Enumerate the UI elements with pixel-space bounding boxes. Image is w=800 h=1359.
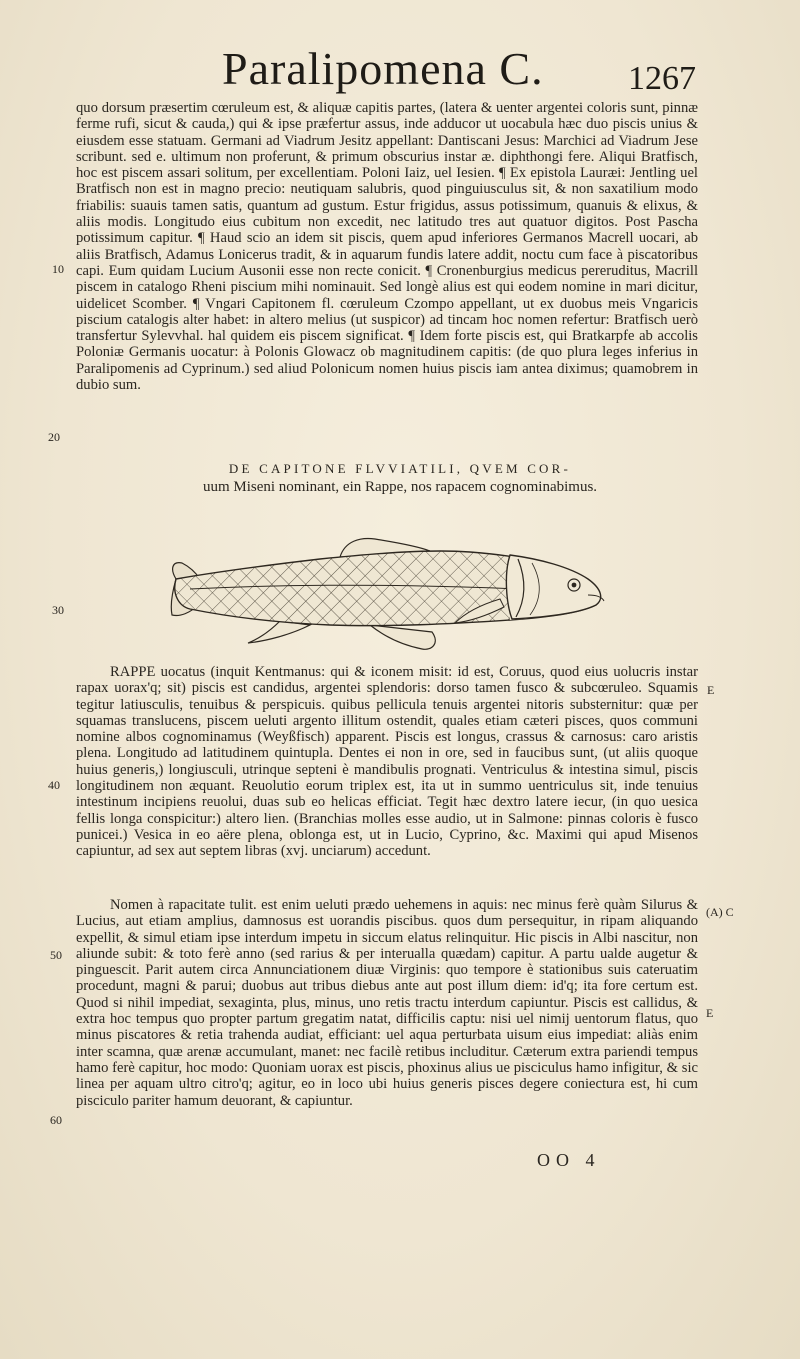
line-number-40: 40	[48, 778, 60, 792]
page-number: 1267	[628, 60, 696, 97]
line-number-50: 50	[50, 948, 62, 962]
paragraph-1: quo dorsum præsertim cœruleum est, & aliquæ capitis partes, (latera & uenter argentei coloris sunt, pinnæ ferme rufi, sicut & cauda,) qui & ipse præfertur assus, inde adducor ut uocabula hæc duo piscis unius & eiusdem esse statuam. Germani ad Viadrum Jesitz appellant: Dantiscani Jesus: Marchici ad Viadrum Jese scribunt. sed e. ultimum non proferunt, & primum obscurius instar æ. diphthongi fere. Aliqui Bratfisch, hoc est piscem assari solitum, per excellentiam. Poloni Iaiz, uel Iesien. ¶ Ex epistola Lauræi: Jentling uel Bratfisch non est in magno precio: neutiquam salubris, quod pinguiusculus sit, & non saxatilium modo friabilis: suauis tamen satis, quantum ad gustum. Estur frigidus, assus potissimum, quanuis & elixus, & aliis modis. Longitudo eius cubitum non excedit, nec latitudo tres aut quatuor digitos. Post Pascha potissimum capitur. ¶ Haud scio an idem sit piscis, quem apud inferiores Germanos Macrell uocari, ab aliis Bratfisch, Adamus Lonicerus tradit, & in aquarum fundis latere addit, noctu cum face à piscatoribus capi. Eum quidam Lucium Ausonii esse non recte conicit. ¶ Cronenburgius medicus pereruditus, Macrill piscem in catalogo Rheni piscium mihi nominauit. Sed longè alius est qui eodem nomine in mari dicitur, uidelicet Scomber. ¶ Vngari Capitonem fl. cœruleum Czompo appellant, ut ex duobus meis Vngaricis piscium catalogis alter habet: in altero melius (ut suspicor) ad tincam hoc nomen refertur: Bratfisch uerò transfertur Sylevvhal. hal quidem eis piscem significat. ¶ Idem forte piscis est, qui Bratkarpfe ab accolis Poloniæ Germanis uocatur: à Polonis Glowacz ob magnitudinem capitis: (de quo plura leges inferius in Paralipomenis ad Cyprinum.) sed aliud Polonicum nomen huius piscis iam antea diximus; quamobrem in dubio sum.	[76, 100, 698, 394]
fish-woodcut	[170, 533, 610, 658]
paragraph-2: RAPPE uocatus (inquit Kentmanus: qui & iconem misit: id est, Coruus, quod eius uolucris instar rapax uorax'q; sit) piscis est candidus, argentei splendoris: dorso tamen fusco & subcœruleo. Squamis tegitur latiusculis, tenuibus & perspicuis. quibus pellicula tenuis argentei nitoris substernitur: quæ per squamas translucens, piscem ueluti argento illitum ostendit, quales etiam cæteri pisces, quos communi nomine albos cognominamus (Weyßfisch) apparent. Piscis est longus, crassus & carnosus: caro aristis plena. Longitudo ad latitudinem quintupla. Dentes ei non in ore, sed in faucibus sunt, (ut aliis quoque huius generis,) longiusculi, utrinque septeni è mandibulis prognati. Ventriculus & intestina simul, piscis longitudinem non æquant. Reuolutio eorum triplex est, ita ut in summo uentriculus sit, inde tenuius intestinum incipiens reuolui, duas sub eo helicas efficiat. Tegit hæc dextro latere iecur, (in quo uesica fellis longa conspicitur:) altero lien. (Branchias molles esse audio, ut in Salmone: pinnas coloris è fusco punicei.) Vesica in eo aëre plena, oblonga est, ut in Lucio, Cyprino, &c. Maximi qui apud Misenos capiuntur, ad sex aut septem libras (xvj. unciarum) accedunt.	[76, 664, 698, 860]
anal-fin	[248, 621, 310, 643]
line-number-30: 30	[52, 603, 64, 617]
pelvic-fin	[370, 625, 435, 649]
margin-letter-ac: (A) C	[706, 905, 734, 919]
running-title: Paralipomena C.	[222, 43, 544, 94]
paragraph-3: Nomen à rapacitate tulit. est enim ueluti prædo uehemens in aquis: nec minus ferè quàm Silurus & Lucius, aut etiam amplius, damnosus est uorandis piscibus. quos dum persequitur, in ripam aliquando expellit, & simul etiam ipse interdum impetu in siccum elatus relinquitur. Hic piscis in Albi nascitur, non aliunde subit: & toto ferè anno (sed rarius & per interualla quædam) capitur. A partu ualde augetur & pinguescit. Parit autem circa Annunciationem diuæ Virginis: quo tempore è stationibus suis cateruatim procedunt, magni & parui; duobus aut tribus diebus ante aut post illum diem: id'q; ita fore certum est. Quod si nihil impediat, sexaginta, plus, minus, uno retis tractu interdum capiuntur. Piscis est callidus, & extra hoc tempus quo propter partum gregatim natat, difficilis captu: nisi uel nimij uentorum flatus, quo minus piscatores & retia trahenda audiat, efficiant: uel aqua perturbata uisum eius impediat: aliàs enim inter scamna, quæ arenæ accumulant, manet: nec facilè retibus includitur. Cæterum extra pariendi tempus hamo ferè capitur, hoc modo: Quoniam uorax est piscis, phoxinus alius ue pisciculus hamo infigitur, & sic linea per aquam ultro citro'q; agitur, eo in loco ubi huius generis pisces degere coniectura est, hi cum pisciculo pariter hamum deuorant, & capiuntur.	[76, 897, 698, 1109]
margin-letter-e: E	[707, 683, 715, 697]
heading-line-2: uum Miseni nominant, ein Rappe, nos rapacem cognominabimus.	[202, 479, 598, 495]
margin-letter-e-lower: E	[706, 1006, 714, 1020]
section-heading	[140, 461, 660, 496]
heading-line-1: DE CAPITONE FLVVIATILI, QVEM COR-	[228, 461, 572, 476]
line-number-60: 60	[50, 1113, 62, 1127]
signature-mark: OO 4	[537, 1150, 601, 1170]
line-number-20: 20	[48, 430, 60, 444]
line-number-10: 10	[52, 262, 64, 276]
